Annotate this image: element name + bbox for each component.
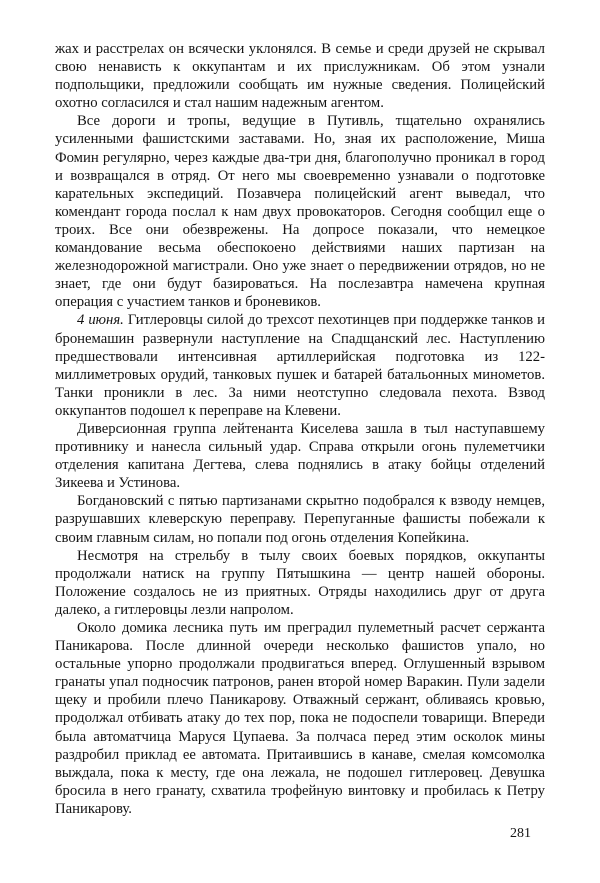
paragraph-3 <box>55 311 545 420</box>
paragraph-7 <box>55 619 545 818</box>
page-text <box>55 40 545 818</box>
paragraph-5-text: Богдановский с пятью партизанами скрытно подобрался к взводу немцев, разрушавших клеверскую переправу. Перепуганные фашисты побежали к своим главным силам, но попали под огонь отделения Копейкина. <box>55 493 545 546</box>
page-number: 281 <box>510 826 531 841</box>
paragraph-7-text: Около домика лесника путь им преградил пулеметный расчет сержанта Паникарова. После длинной очереди несколько фашистов упало, но остальные упорно продолжали продвигаться вперед. Оглушенный взрывом гранаты упал подносчик патронов, ранен второй номер Варакин. Пули задели щеку и пробили плечо Паникарову. Отважный сержант, обливаясь кровью, продолжал отбивать атаку до тех пор, пока не подоспели товарищи. Впереди была автоматчица Маруся Цупаева. За полчаса перед этим осколок мины раздробил приклад ее автомата. Притаившись в канаве, смелая комсомолка выждала, пока к месту, где она лежала, не подошел гитлеровец. Девушка бросила в него гранату, схватила трофейную винтовку и пробилась к Петру Паникарову. <box>55 620 545 817</box>
paragraph-2-text: Все дороги и тропы, ведущие в Путивль, тщательно охранялись усиленными фашистскими заставами. Но, зная их расположение, Миша Фомин регулярно, через каждые два-три дня, благополучно проникал в город и возвращался в отряд. От него мы своевременно узнавали о подготовке карательных экспедиций. Позавчера полицейский агент выведал, что комендант города послал к нам двух провокаторов. Сегодня сообщил еще о троих. Все они обезврежены. На допросе показали, что немецкое командование весьма обеспокоено действиями наших партизан на железнодорожной магистрали. Оно уже знает о передвижении отрядов, но не знает, где они будут базироваться. На послезавтра намечена крупная операция с участием танков и броневиков. <box>55 113 545 311</box>
paragraph-1 <box>55 40 545 112</box>
diary-date: 4 июня. <box>77 312 124 329</box>
paragraph-5 <box>55 492 545 546</box>
paragraph-6-text: Несмотря на стрельбу в тылу своих боевых порядков, оккупанты продолжали натиск на группу Пятышкина — центр нашей обороны. Положение создалось не из приятных. Отряды находились друг от друга далеко, а гитлеровцы лезли напролом. <box>55 547 545 618</box>
paragraph-3-text: Гитлеровцы силой до трехсот пехотинцев при поддержке танков и бронемашин развернули наступление на Спадщанский лес. Наступлению предшествовали интенсивная артиллерийская подготовка из 122-миллиметровых орудий, танковых пушек и батарей батальонных минометов. Танки проникли в лес. За ними неотступно следовала пехота. Взвод оккупантов подошел к переправе на Клевени. <box>55 312 545 419</box>
paragraph-6 <box>55 547 545 619</box>
paragraph-4-text: Диверсионная группа лейтенанта Киселева зашла в тыл наступавшему противнику и нанесла сильный удар. Справа открыли огонь пулеметчики отделения капитана Дегтева, слева поднялись в атаку бойцы отделений Зикеева и Устинова. <box>55 420 545 492</box>
paragraph-2 <box>55 112 545 311</box>
paragraph-1-text: жах и расстрелах он всячески уклонялся. В семье и среди друзей не скрывал свою ненависть к оккупантам и их прислужникам. Об этом узнали подпольщики, предложили сообщать им нужные сведения. Полицейский охотно согласился и стал нашим надежным агентом. <box>55 41 545 112</box>
paragraph-4 <box>55 420 545 492</box>
